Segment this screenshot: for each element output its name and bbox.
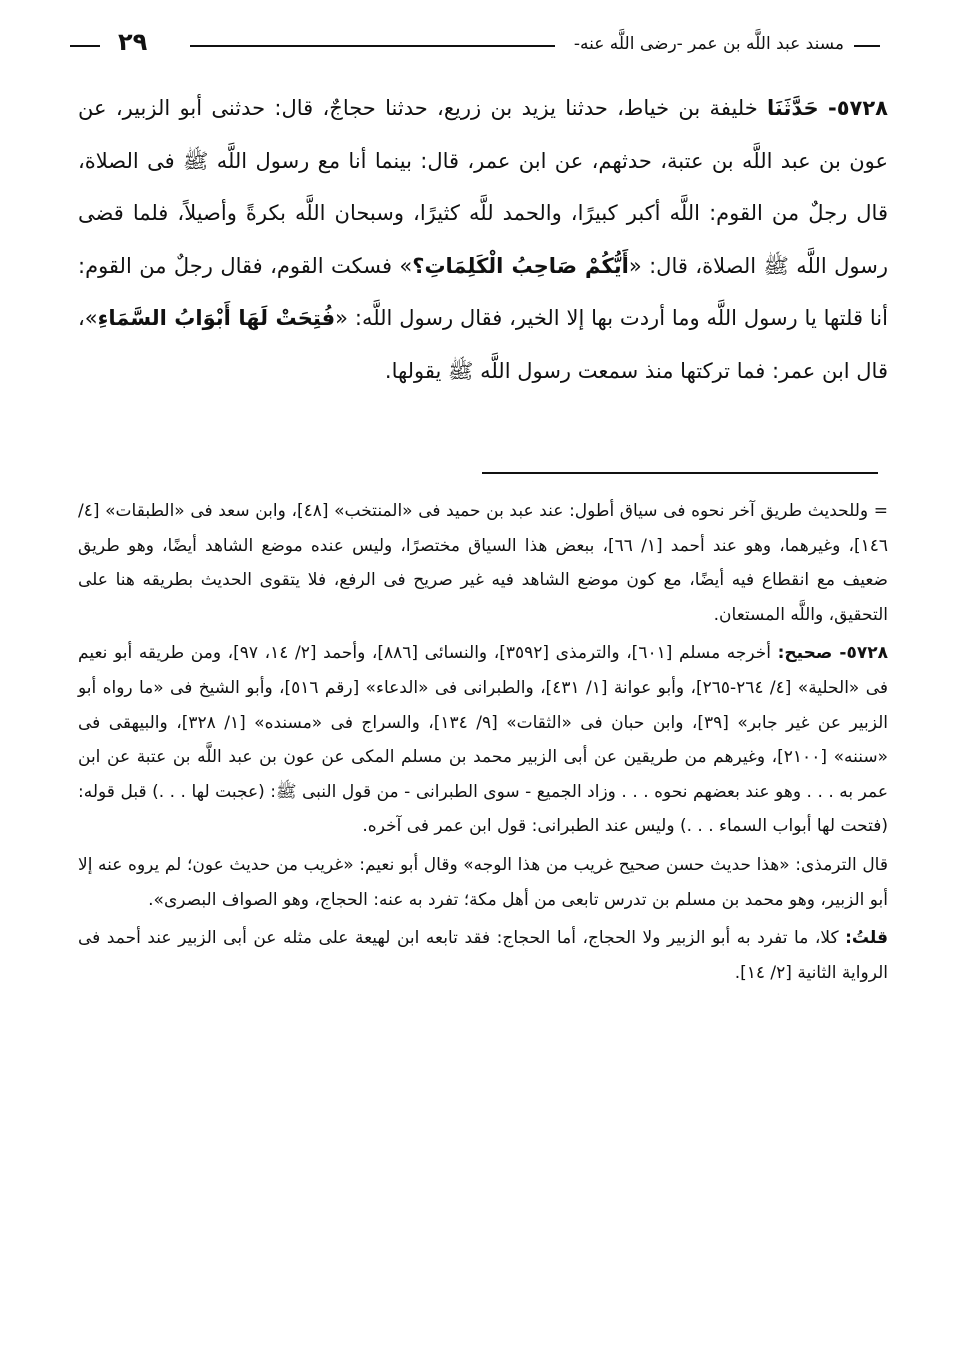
hadith-text-part-3: »، قال ابن عمر: فما تركتها منذ سمعت رسول اللَّه ﷺ يقولها. (78, 306, 888, 383)
qultu-label: قلتُ: (845, 928, 888, 949)
header-dash-left (70, 45, 100, 47)
footnote-separator (482, 472, 878, 474)
header-dash-right (854, 45, 880, 47)
header-rule (190, 45, 555, 47)
page-header (70, 28, 880, 64)
takhrij-label: ٥٧٢٨- صحيح: (777, 643, 888, 664)
footnote-continuation: = وللحديث طريق آخر نحوه فى سياق أطول: عند عبد بن حميد فى «المنتخب» [٤٨]، وابن سعد فى «الطبقات» [٤/ ١٤٦]، وغيرهما، وهو عند أحمد [١/ ٦٦]، ببعض هذا السياق مختصرًا، وليس عنده موضع الشاهد أيضًا، وهو طريق ضعيف مع انقطاع فيه أيضًا، مع كون موضع الشاهد فيه غير صريح فى الرفع، فلا يتقوى الحديث بطريقه هنا على التحقيق، واللَّه المستعان. (78, 501, 889, 625)
footnote-qultu (78, 921, 888, 990)
prophetic-quote-2: فُتِحَتْ لَهَا أَبْوَابُ السَّمَاءِ (97, 306, 336, 330)
qultu-text: كلا، ما تفرد به أبو الزبير ولا الحجاج، أما الحجاج: فقد تابعه ابن لهيعة على مثله عن أبى الزبير عند أحمد فى الرواية الثانية [٢/ ١٤]. (78, 928, 888, 983)
hadith-number: ٥٧٢٨- (828, 96, 888, 120)
page-number: ٢٩ (118, 28, 148, 56)
hadith-text-part-2: » فسكت القوم، فقال رجلٌ من القوم: أنا قلتها يا رسول اللَّه وما أردت بها إلا الخير، فقال رسول اللَّه: « (78, 253, 888, 330)
footnotes (78, 494, 888, 994)
prophetic-quote-1: أَيُّكُمْ صَاحِبُ الْكَلِمَاتِ؟ (412, 253, 629, 278)
footnote-takhrij (78, 636, 888, 844)
footnote-tirmidhi: قال الترمذى: «هذا حديث حسن صحيح غريب من هذا الوجه» وقال أبو نعيم: «غريب من حديث عون؛ لم يروه عنه إلا أبو الزبير، وهو محمد بن مسلم بن تدرس تابعى من أهل مكة؛ تفرد به عنه: الحجاج، وهو الصواف البصرى». (78, 854, 888, 910)
narration-formula: حَدَّثَنَا (767, 96, 819, 120)
hadith-text-part-1: خليفة بن خياط، حدثنا يزيد بن زريع، حدثنا حجاجٌ، قال: حدثنى أبو الزبير، عن عون بن عبد اللَّه بن عتبة، حدثهم، عن ابن عمر، قال: بينما أنا مع رسول اللَّه ﷺ فى الصلاة، قال رجلٌ من القوم: اللَّه أكبر كبيرًا، والحمد للَّه كثيرًا، وسبحان اللَّه بكرةً وأصيلاً، فلما قضى رسول اللَّه ﷺ الصلاة، قال: « (78, 96, 889, 278)
takhrij-text: أخرجه مسلم [٦٠١]، والترمذى [٣٥٩٢]، والنسائى [٨٨٦]، وأحمد [٢/ ١٤، ٩٧]، ومن طريقه أبو نعيم فى «الحلية» [٤/ ٢٦٤-٢٦٥]، وأبو عوانة [١/ ٤٣١]، والطبرانى فى «الدعاء» [رقم ٥١٦]، وأبو الشيخ فى «ما رواه أبو الزبير عن غير جابر» [٣٩]، وابن حبان فى «الثقات» [٩/ ١٣٤]، والسراج فى «مسنده» [١/ ٣٢٨]، والبيهقى فى «سننه» [٢١٠٠]، وغيرهم من طريقين عن أبى الزبير محمد بن مسلم المكى عن عون بن عبد اللَّه بن عتبة عن ابن عمر به . . . وهو عند بعضهم نحوه . . . وزاد الجميع - سوى الطبرانى - من قول النبى ﷺ: (عجبت لها . . .) قبل قوله: (فتحت لها أبواب السماء . . .) وليس عند الطبرانى: قول ابن عمر فى آخره. (78, 643, 888, 837)
running-title: مسند عبد اللَّه بن عمر -رضى اللَّه عنه- (573, 34, 844, 54)
hadith-text (78, 82, 888, 397)
